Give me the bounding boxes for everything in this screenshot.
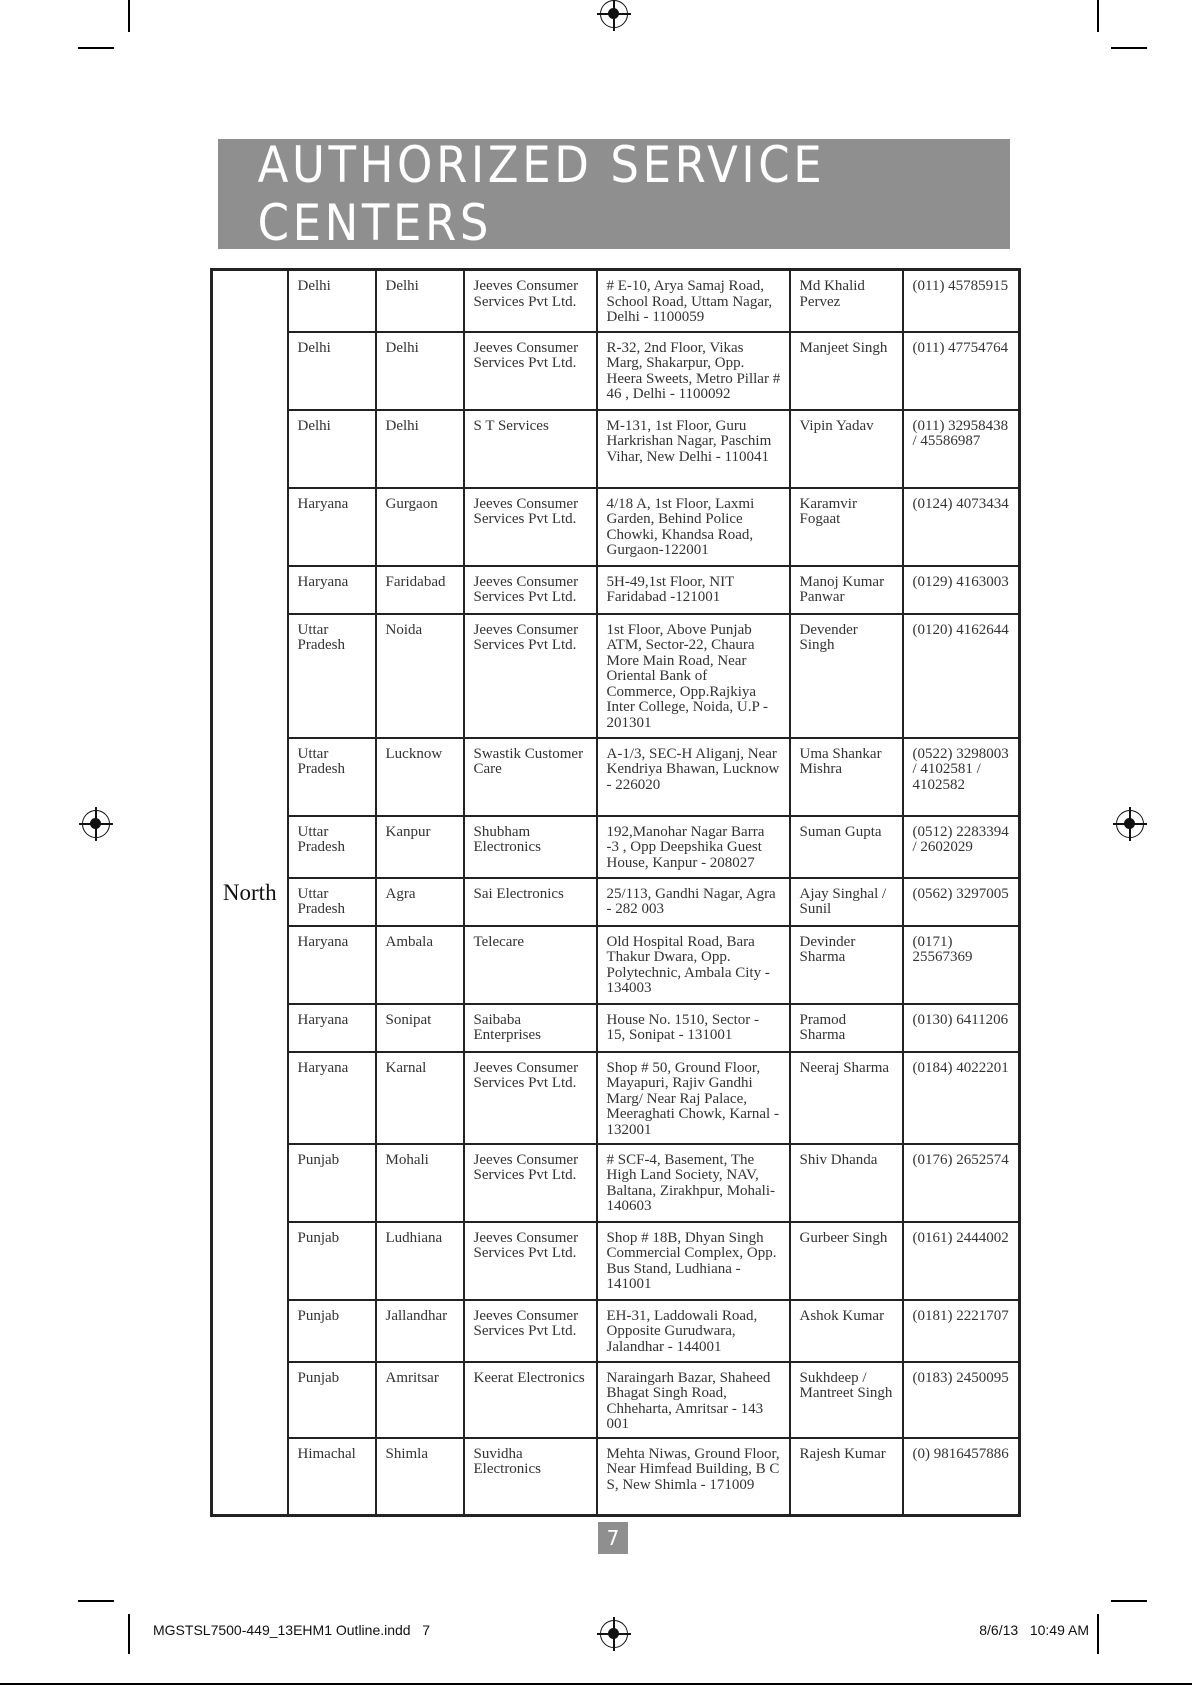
cell-address: Shop # 50, Ground Floor, Mayapuri, Rajiv Gandhi Marg/ Near Raj Palace, Meeraghati Chowk, Karnal - 132001 [597,1052,790,1144]
cell-address: 5H-49,1st Floor, NIT Faridabad -121001 [597,566,790,614]
print-datetime: 8/6/13 10:49 AM [979,1622,1089,1638]
crop-mark [78,1600,114,1602]
region-label: North [212,270,288,1516]
cell-city: Agra [376,878,464,926]
cell-state: Delhi [288,270,376,332]
registration-mark-icon [600,1620,628,1648]
cell-city: Ludhiana [376,1222,464,1300]
cell-name: Jeeves Consumer Services Pvt Ltd. [464,332,597,410]
service-centers-table [210,268,1021,1517]
cell-phone: (0129) 4163003 [903,566,1020,614]
table-row [212,1300,1020,1362]
table-row [212,738,1020,816]
header-banner [218,136,1010,252]
cell-city: Delhi [376,410,464,488]
cell-city: Delhi [376,270,464,332]
cell-address: Shop # 18B, Dhyan Singh Commercial Complex, Opp. Bus Stand, Ludhiana - 141001 [597,1222,790,1300]
cell-city: Jallandhar [376,1300,464,1362]
crop-mark [78,47,114,49]
table-row [212,614,1020,738]
table-row [212,878,1020,926]
cell-state: Delhi [288,410,376,488]
cell-address: # E-10, Arya Samaj Road, School Road, Uttam Nagar, Delhi - 1100059 [597,270,790,332]
cell-state: Delhi [288,332,376,410]
cell-contact: Karamvir Fogaat [790,488,903,566]
cell-phone: (0124) 4073434 [903,488,1020,566]
cell-contact: Devinder Sharma [790,926,903,1004]
table-row [212,1438,1020,1516]
cell-phone: (0171) 25567369 [903,926,1020,1004]
cell-city: Shimla [376,1438,464,1516]
cell-phone: (0183) 2450095 [903,1362,1020,1438]
cell-state: Haryana [288,926,376,1004]
cell-city: Lucknow [376,738,464,816]
cell-address: 1st Floor, Above Punjab ATM, Sector-22, Chaura More Main Road, Near Oriental Bank of Commerce, Opp.Rajkiya Inter College, Noida, U.P - 201301 [597,614,790,738]
cell-address: 25/113, Gandhi Nagar, Agra - 282 003 [597,878,790,926]
table-row [212,1222,1020,1300]
cell-address: House No. 1510, Sector - 15, Sonipat - 131001 [597,1004,790,1052]
cell-phone: (0120) 4162644 [903,614,1020,738]
cell-name: Jeeves Consumer Services Pvt Ltd. [464,1222,597,1300]
cell-state: Haryana [288,488,376,566]
cell-name: Shubham Electronics [464,816,597,878]
file-slug: MGSTSL7500-449_13EHM1 Outline.indd 7 [153,1622,431,1638]
table-row [212,1144,1020,1222]
cell-city: Delhi [376,332,464,410]
table-row [212,1362,1020,1438]
cell-city: Faridabad [376,566,464,614]
cell-state: Haryana [288,1052,376,1144]
cell-phone: (0) 9816457886 [903,1438,1020,1516]
cell-address: M-131, 1st Floor, Guru Harkrishan Nagar, Paschim Vihar, New Delhi - 110041 [597,410,790,488]
cell-phone: (0512) 2283394 / 2602029 [903,816,1020,878]
cell-contact: Rajesh Kumar [790,1438,903,1516]
cell-contact: Suman Gupta [790,816,903,878]
cell-state: Uttar Pradesh [288,878,376,926]
cell-address: EH-31, Laddowali Road, Opposite Gurudwara, Jalandhar - 144001 [597,1300,790,1362]
cell-name: Jeeves Consumer Services Pvt Ltd. [464,488,597,566]
cell-contact: Ajay Singhal / Sunil [790,878,903,926]
cell-name: Sai Electronics [464,878,597,926]
cell-city: Sonipat [376,1004,464,1052]
cell-address: Naraingarh Bazar, Shaheed Bhagat Singh Road, Chheharta, Amritsar - 143 001 [597,1362,790,1438]
cell-phone: (0184) 4022201 [903,1052,1020,1144]
cell-city: Mohali [376,1144,464,1222]
cell-name: Swastik Customer Care [464,738,597,816]
cell-contact: Uma Shankar Mishra [790,738,903,816]
crop-mark [1097,1614,1099,1654]
crop-mark [1097,0,1099,32]
cell-state: Uttar Pradesh [288,738,376,816]
cell-name: Jeeves Consumer Services Pvt Ltd. [464,270,597,332]
registration-mark-icon [82,810,110,838]
cell-name: Suvidha Electronics [464,1438,597,1516]
cell-state: Punjab [288,1300,376,1362]
cell-phone: (0176) 2652574 [903,1144,1020,1222]
cell-address: A-1/3, SEC-H Aliganj, Near Kendriya Bhawan, Lucknow - 226020 [597,738,790,816]
cell-address: Mehta Niwas, Ground Floor, Near Himfead Building, B C S, New Shimla - 171009 [597,1438,790,1516]
crop-mark [128,0,130,32]
cell-contact: Manjeet Singh [790,332,903,410]
table-row [212,1004,1020,1052]
registration-mark-icon [600,0,628,28]
registration-mark-icon [1116,810,1144,838]
cell-phone: (0181) 2221707 [903,1300,1020,1362]
cell-phone: (0161) 2444002 [903,1222,1020,1300]
cell-contact: Sukhdeep / Mantreet Singh [790,1362,903,1438]
cell-state: Punjab [288,1144,376,1222]
cell-phone: (011) 47754764 [903,332,1020,410]
cell-address: 4/18 A, 1st Floor, Laxmi Garden, Behind Police Chowki, Khandsa Road, Gurgaon-122001 [597,488,790,566]
cell-phone: (0130) 6411206 [903,1004,1020,1052]
table-row [212,926,1020,1004]
cell-name: Jeeves Consumer Services Pvt Ltd. [464,614,597,738]
cell-state: Punjab [288,1362,376,1438]
cell-state: Uttar Pradesh [288,816,376,878]
cell-name: Jeeves Consumer Services Pvt Ltd. [464,1052,597,1144]
cell-address: # SCF-4, Basement, The High Land Society, NAV, Baltana, Zirakhpur, Mohali-140603 [597,1144,790,1222]
cell-state: Uttar Pradesh [288,614,376,738]
table-body [212,270,1020,1516]
crop-mark [128,1614,130,1654]
cell-name: Keerat Electronics [464,1362,597,1438]
cell-contact: Neeraj Sharma [790,1052,903,1144]
cell-city: Gurgaon [376,488,464,566]
cell-contact: Manoj Kumar Panwar [790,566,903,614]
table-row [212,270,1020,332]
cell-name: S T Services [464,410,597,488]
cell-name: Saibaba Enterprises [464,1004,597,1052]
table-row [212,1052,1020,1144]
table-row [212,566,1020,614]
cell-contact: Ashok Kumar [790,1300,903,1362]
page-title: AUTHORIZED SERVICE CENTERS [257,136,826,252]
cell-city: Ambala [376,926,464,1004]
table-row [212,332,1020,410]
cell-contact: Md Khalid Pervez [790,270,903,332]
cell-address: Old Hospital Road, Bara Thakur Dwara, Opp. Polytechnic, Ambala City - 134003 [597,926,790,1004]
cell-state: Haryana [288,566,376,614]
table-row [212,816,1020,878]
cell-city: Kanpur [376,816,464,878]
crop-mark [1111,1600,1147,1602]
cell-name: Jeeves Consumer Services Pvt Ltd. [464,1300,597,1362]
cell-state: Haryana [288,1004,376,1052]
cell-address: 192,Manohar Nagar Barra -3 , Opp Deepshika Guest House, Kanpur - 208027 [597,816,790,878]
cell-phone: (011) 45785915 [903,270,1020,332]
cell-contact: Vipin Yadav [790,410,903,488]
cell-state: Punjab [288,1222,376,1300]
cell-state: Himachal [288,1438,376,1516]
cell-city: Karnal [376,1052,464,1144]
cell-name: Telecare [464,926,597,1004]
cell-contact: Shiv Dhanda [790,1144,903,1222]
cell-city: Amritsar [376,1362,464,1438]
crop-mark [1111,47,1147,49]
cell-contact: Devender Singh [790,614,903,738]
cell-contact: Gurbeer Singh [790,1222,903,1300]
cell-phone: (0522) 3298003 / 4102581 / 4102582 [903,738,1020,816]
cell-phone: (0562) 3297005 [903,878,1020,926]
page-number: 7 [598,1522,628,1554]
table-row [212,410,1020,488]
cell-name: Jeeves Consumer Services Pvt Ltd. [464,1144,597,1222]
cell-phone: (011) 32958438 / 45586987 [903,410,1020,488]
table-row [212,488,1020,566]
cell-address: R-32, 2nd Floor, Vikas Marg, Shakarpur, Opp. Heera Sweets, Metro Pillar # 46 , Delhi - 1100092 [597,332,790,410]
cell-city: Noida [376,614,464,738]
cell-name: Jeeves Consumer Services Pvt Ltd. [464,566,597,614]
cell-contact: Pramod Sharma [790,1004,903,1052]
